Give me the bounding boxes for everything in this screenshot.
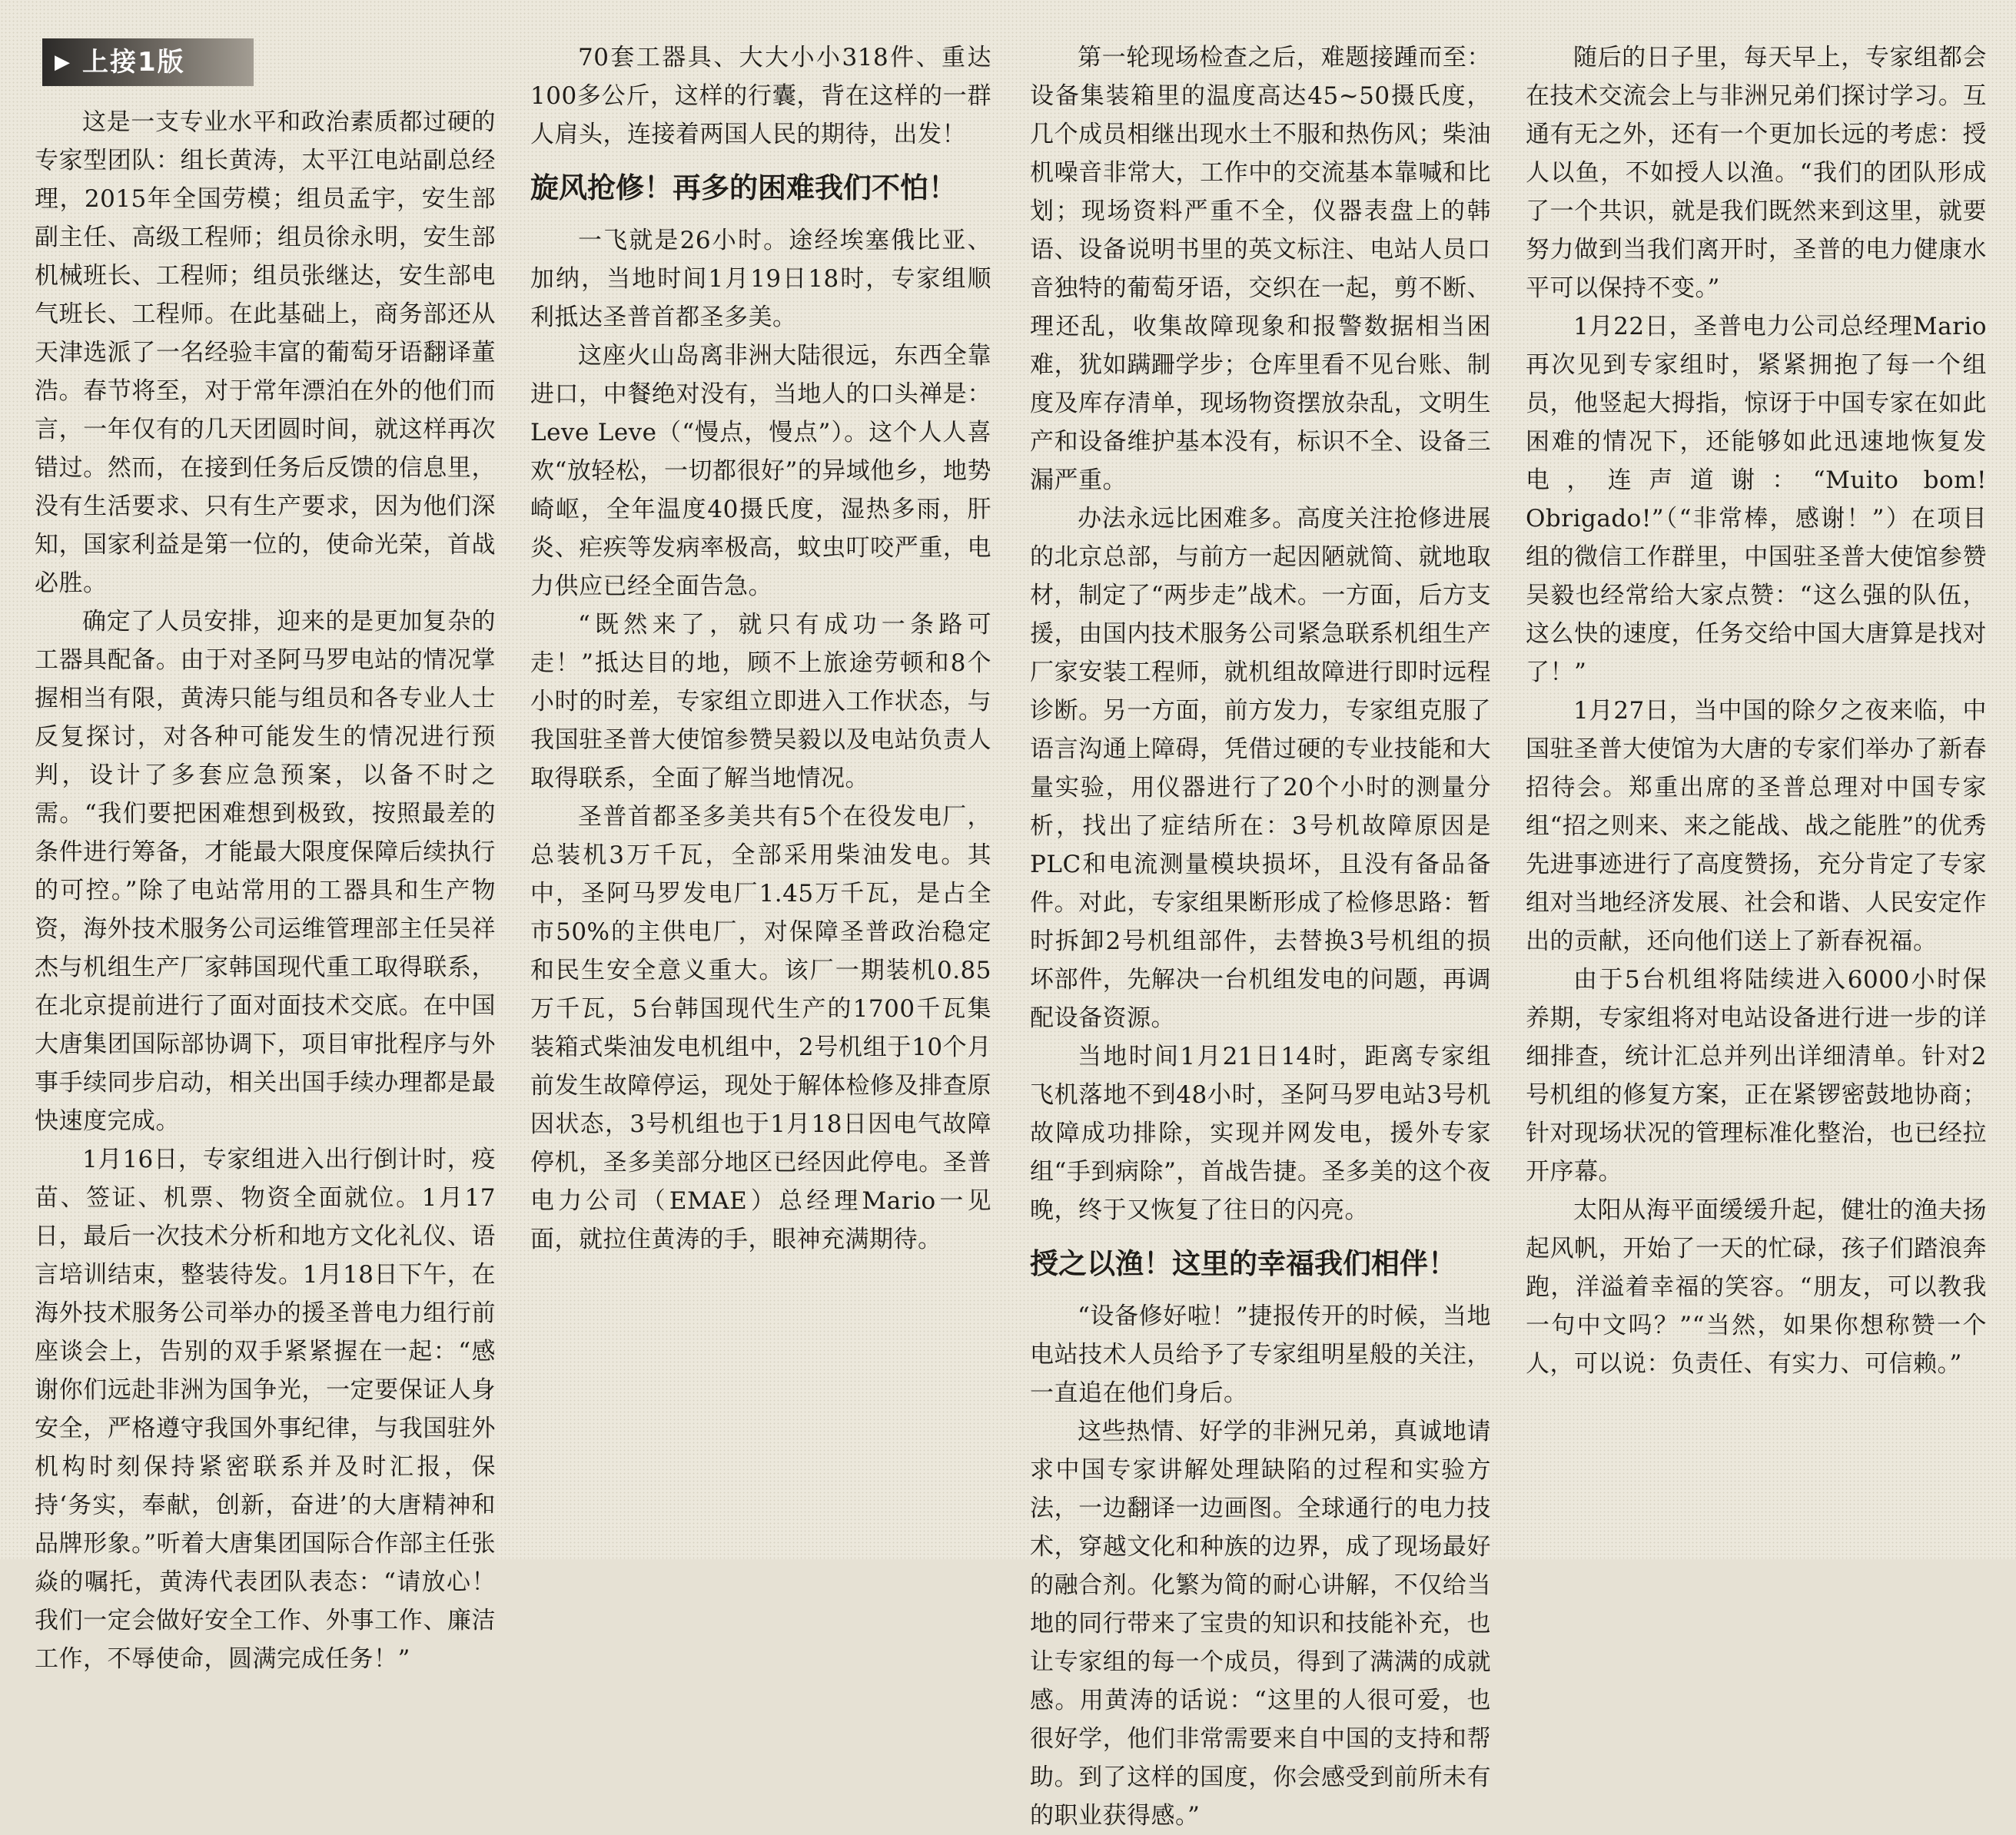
text-column-4 bbox=[1526, 38, 1987, 1545]
arrow-right-icon: ▶ bbox=[55, 51, 71, 74]
paragraph: 由于5台机组将陆续进入6000小时保养期，专家组将对电站设备进行进一步的详细排查，统计汇总并列出详细清单。针对2号机组的修复方案，正在紧锣密鼓地协商；针对现场状况的管理标准化整治，也已经拉开序幕。 bbox=[1526, 966, 1987, 1186]
paragraph: 1月27日，当中国的除夕之夜来临，中国驻圣普大使馆为大唐的专家们举办了新春招待会。郑重出席的圣普总理对中国专家组“招之则来、来之能战、战之能胜”的优秀先进事迹进行了高度赞扬，充分肯定了专家组对当地经济发展、社会和谐、人民安定作出的贡献，还向他们送上了新春祝福。 bbox=[1526, 697, 1987, 955]
paragraph: 这是一支专业水平和政治素质都过硬的专家型团队：组长黄涛，太平江电站副总经理，2015年全国劳模；组员孟宇，安生部副主任、高级工程师；组员徐永明，安生部机械班长、工程师；组员张继达，安生部电气班长、工程师。在此基础上，商务部还从天津选派了一名经验丰富的葡萄牙语翻译董浩。春节将至，对于常年漂泊在外的他们而言，一年仅有的几天团圆时间，就这样再次错过。然而，在接到任务后反馈的信息里，没有生活要求、只有生产要求，因为他们深知，国家利益是第一位的，使命光荣，首战必胜。 bbox=[35, 108, 496, 597]
text-column-2 bbox=[530, 38, 991, 1545]
paragraph: 当地时间1月21日14时，距离专家组飞机落地不到48小时，圣阿马罗电站3号机故障成功排除，实现并网发电，援外专家组“手到病除”，首战告捷。圣多美的这个夜晚，终于又恢复了往日的闪亮。 bbox=[1030, 1043, 1491, 1224]
paragraph: 一飞就是26小时。途经埃塞俄比亚、加纳，当地时间1月19日18时，专家组顺利抵达圣普首都圣多美。 bbox=[530, 227, 991, 331]
section-heading: 授之以渔！这里的幸福我们相伴！ bbox=[1030, 1247, 1456, 1280]
text-column-1 bbox=[35, 38, 496, 1673]
paragraph: 这座火山岛离非洲大陆很远，东西全靠进口，中餐绝对没有，当地人的口头禅是：Leve Leve（“慢点，慢点”）。这个人人喜欢“放轻松，一切都很好”的异域他乡，地势崎岖，全年温度40摄氏度，湿热多雨，肝炎、疟疾等发病率极高，蚊虫叮咬严重，电力供应已经全面告急。 bbox=[530, 342, 991, 600]
continued-from-page-badge bbox=[42, 38, 254, 86]
section-heading: 旋风抢修！再多的困难我们不怕！ bbox=[530, 171, 957, 204]
paragraph: “既然来了，就只有成功一条路可走！”抵达目的地，顾不上旅途劳顿和8个小时的时差，专家组立即进入工作状态，与我国驻圣普大使馆参赞吴毅以及电站负责人取得联系，全面了解当地情况。 bbox=[530, 611, 991, 792]
paragraph: 确定了人员安排，迎来的是更加复杂的工器具配备。由于对圣阿马罗电站的情况掌握相当有限，黄涛只能与组员和各专业人士反复探讨，对各种可能发生的情况进行预判，设计了多套应急预案，以备不时之需。“我们要把困难想到极致，按照最差的条件进行筹备，才能最大限度保障后续执行的可控。”除了电站常用的工器具和生产物资，海外技术服务公司运维管理部主任吴祥杰与机组生产厂家韩国现代重工取得联系，在北京提前进行了面对面技术交底。在中国大唐集团国际部协调下，项目审批程序与外事手续同步启动，相关出国手续办理都是最快速度完成。 bbox=[35, 608, 496, 1135]
paragraph: 1月16日，专家组进入出行倒计时，疫苗、签证、机票、物资全面就位。1月17日，最后一次技术分析和地方文化礼仪、语言培训结束，整装待发。1月18日下午，在海外技术服务公司举办的援圣普电力组行前座谈会上，告别的双手紧紧握在一起：“感谢你们远赴非洲为国争光，一定要保证人身安全，严格遵守我国外事纪律，与我国驻外机构时刻保持紧密联系并及时汇报，保持‘务实，奉献，创新，奋进’的大唐精神和品牌形象。”听着大唐集团国际合作部主任张焱的嘱托，黄涛代表团队表态：“请放心！我们一定会做好安全工作、外事工作、廉洁工作，不辱使命，圆满完成任务！” bbox=[35, 1146, 496, 1673]
paragraph: 太阳从海平面缓缓升起，健壮的渔夫扬起风帆，开始了一天的忙碌，孩子们踏浪奔跑，洋溢着幸福的笑容。“朋友，可以教我一句中文吗？”“当然，如果你想称赞一个人，可以说：负责任、有实力、可信赖。” bbox=[1526, 1196, 1987, 1378]
paragraph: 70套工器具、大大小小318件、重达100多公斤，这样的行囊，背在这样的一群人肩头，连接着两国人民的期待，出发！ bbox=[530, 44, 991, 148]
paragraph: 随后的日子里，每天早上，专家组都会在技术交流会上与非洲兄弟们探讨学习。互通有无之外，还有一个更加长远的考虑：授人以鱼，不如授人以渔。“我们的团队形成了一个共识，就是我们既然来到这里，就要努力做到当我们离开时，圣普的电力健康水平可以保持不变。” bbox=[1526, 44, 1987, 302]
paragraph: 圣普首都圣多美共有5个在役发电厂，总装机3万千瓦，全部采用柴油发电。其中，圣阿马罗发电厂1.45万千瓦，是占全市50%的主供电厂，对保障圣普政治稳定和民生安全意义重大。该厂一期装机0.85万千瓦，5台韩国现代生产的1700千瓦集装箱式柴油发电机组中，2号机组于10个月前发生故障停运，现处于解体检修及排查原因状态，3号机组也于1月18日因电气故障停机，圣多美部分地区已经因此停电。圣普电力公司（EMAE）总经理Mario一见面，就拉住黄涛的手，眼神充满期待。 bbox=[530, 803, 991, 1253]
paragraph: 1月22日，圣普电力公司总经理Mario再次见到专家组时，紧紧拥抱了每一个组员，他竖起大拇指，惊讶于中国专家在如此困难的情况下，还能够如此迅速地恢复发电，连声道谢：“Muito bom! Obrigado!”（“非常棒，感谢！”）在项目组的微信工作群里，中国驻圣普大使馆参赞吴毅也经常给大家点赞：“这么强的队伍，这么快的速度，任务交给中国大唐算是找对了！” bbox=[1526, 313, 1987, 686]
paragraph: 这些热情、好学的非洲兄弟，真诚地请求中国专家讲解处理缺陷的过程和实验方法，一边翻译一边画图。全球通行的电力技术，穿越文化和种族的边界，成了现场最好的融合剂。化繁为简的耐心讲解，不仅给当地的同行带来了宝贵的知识和技能补充，也让专家组的每一个成员，得到了满满的成就感。用黄涛的话说：“这里的人很可爱，也很好学，他们非常需要来自中国的支持和帮助。到了这样的国度，你会感受到前所未有的职业获得感。” bbox=[1030, 1418, 1491, 1830]
text-column-3 bbox=[1030, 38, 1491, 1830]
paragraph: “设备修好啦！”捷报传开的时候，当地电站技术人员给予了专家组明星般的关注，一直追在他们身后。 bbox=[1030, 1302, 1491, 1407]
continued-label: 上接1版 bbox=[82, 47, 185, 78]
paragraph: 第一轮现场检查之后，难题接踵而至：设备集装箱里的温度高达45~50摄氏度，几个成员相继出现水土不服和热伤风；柴油机噪音非常大，工作中的交流基本靠喊和比划；现场资料严重不全，仪器表盘上的韩语、设备说明书里的英文标注、电站人员口音独特的葡萄牙语，交织在一起，剪不断、理还乱，收集故障现象和报警数据相当困难，犹如蹒跚学步；仓库里看不见台账、制度及库存清单，现场物资摆放杂乱，文明生产和设备维护基本没有，标识不全、设备三漏严重。 bbox=[1030, 44, 1491, 494]
paragraph: 办法永远比困难多。高度关注抢修进展的北京总部，与前方一起因陋就简、就地取材，制定了“两步走”战术。一方面，后方支援，由国内技术服务公司紧急联系机组生产厂家安装工程师，就机组故障进行即时远程诊断。另一方面，前方发力，专家组克服了语言沟通上障碍，凭借过硬的专业技能和大量实验，用仪器进行了20个小时的测量分析，找出了症结所在：3号机故障原因是PLC和电流测量模块损坏，且没有备品备件。对此，专家组果断形成了检修思路：暂时拆卸2号机组部件，去替换3号机组的损坏部件，先解决一台机组发电的问题，再调配设备资源。 bbox=[1030, 505, 1491, 1032]
